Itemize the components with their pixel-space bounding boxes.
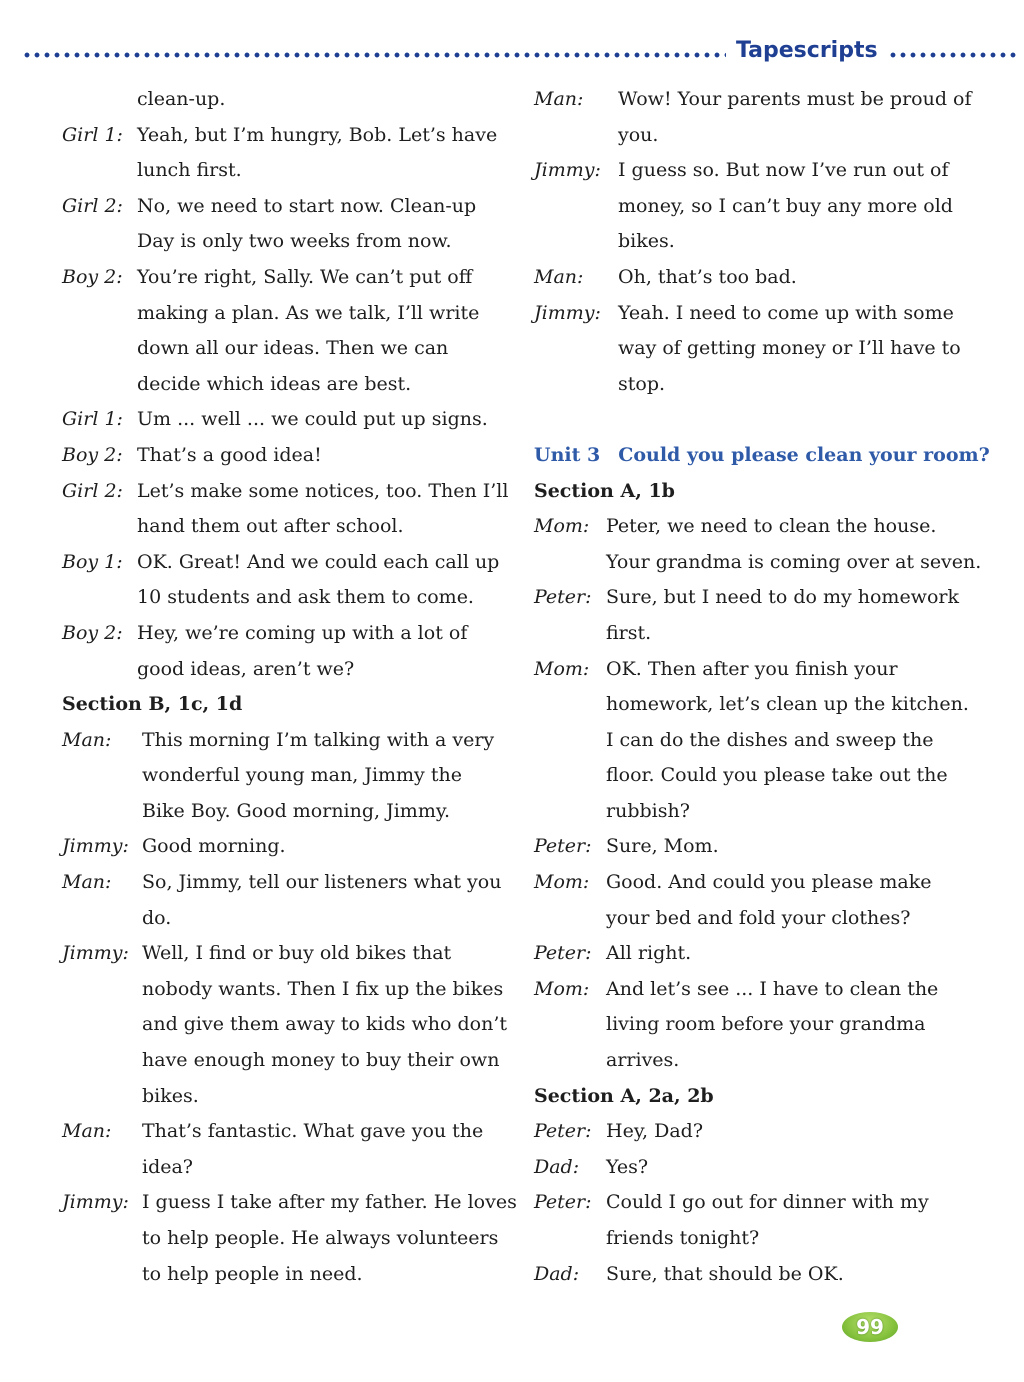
- dialogue-text: Good morning.: [142, 835, 286, 858]
- speaker-label: Dad:: [534, 1262, 580, 1285]
- dialogue-line: [534, 82, 1004, 118]
- dialogue-text: arrives.: [606, 1049, 680, 1072]
- speaker-label: Mom:: [534, 977, 590, 1000]
- section-heading: Section B, 1c, 1d: [62, 693, 243, 716]
- dialogue-line: [534, 1150, 1004, 1186]
- dialogue-text: You’re right, Sally. We can’t put off: [137, 265, 473, 288]
- dialogue-text: So, Jimmy, tell our listeners what you: [142, 871, 502, 894]
- dialogue-text: Hey, we’re coming up with a lot of: [137, 621, 468, 644]
- dialogue-text: nobody wants. Then I fix up the bikes: [142, 977, 504, 1000]
- dialogue-text: Well, I find or buy old bikes that: [142, 942, 452, 965]
- speaker-label: Mom:: [534, 515, 590, 538]
- speaker-label: Man:: [62, 728, 112, 751]
- dialogue-line: [534, 1221, 1004, 1257]
- dialogue-text: 10 students and ask them to come.: [137, 586, 474, 609]
- dialogue-text: Yes?: [606, 1155, 649, 1178]
- dialogue-line: [534, 118, 1004, 154]
- speaker-label: Man:: [62, 1120, 112, 1143]
- dialogue-line: [62, 509, 512, 545]
- spacer: [534, 402, 1004, 438]
- dialogue-text: bikes.: [618, 230, 675, 253]
- dialogue-line: [62, 545, 512, 581]
- dialogue-line: [62, 829, 512, 865]
- dialogue-line: [62, 153, 512, 189]
- speaker-label: Boy 2:: [62, 265, 123, 288]
- dialogue-line: [62, 296, 512, 332]
- dialogue-text: way of getting money or I’ll have to: [618, 337, 961, 360]
- speaker-label: Peter:: [534, 586, 592, 609]
- dialogue-text: stop.: [618, 372, 666, 395]
- speaker-label: Girl 1:: [62, 123, 123, 146]
- speaker-label: Mom:: [534, 871, 590, 894]
- dialogue-text: idea?: [142, 1155, 193, 1178]
- dialogue-line: [62, 936, 512, 972]
- speaker-label: Jimmy:: [534, 301, 601, 324]
- speaker-label: Girl 2:: [62, 194, 123, 217]
- dialogue-line: [534, 153, 1004, 189]
- speaker-label: Boy 2:: [62, 443, 123, 466]
- dialogue-text: Yeah. I need to come up with some: [618, 301, 954, 324]
- dialogue-text: That’s fantastic. What gave you the: [142, 1120, 484, 1143]
- dialogue-line: [534, 296, 1004, 332]
- dialogue-line: [62, 438, 512, 474]
- dialogue-line: [62, 367, 512, 403]
- dialogue-text: living room before your grandma: [606, 1013, 926, 1036]
- dialogue-text: and give them away to kids who don’t: [142, 1013, 508, 1036]
- dialogue-line: [534, 687, 1004, 723]
- speaker-label: Jimmy:: [62, 1191, 129, 1214]
- speaker-label: Boy 2:: [62, 621, 123, 644]
- dialogue-text: have enough money to buy their own: [142, 1049, 500, 1072]
- right-column: [534, 82, 1004, 1292]
- dialogue-line: [534, 260, 1004, 296]
- speaker-label: Man:: [534, 265, 584, 288]
- dialogue-line: [534, 1257, 1004, 1293]
- dialogue-text: friends tonight?: [606, 1227, 760, 1249]
- dialogue-line: [534, 723, 1004, 759]
- dialogue-line: [534, 901, 1004, 937]
- page-number-badge: 99: [842, 1312, 898, 1342]
- speaker-label: Jimmy:: [62, 835, 129, 858]
- dialogue-text: hand them out after school.: [137, 515, 404, 538]
- speaker-label: Dad:: [534, 1155, 580, 1178]
- left-column: [62, 82, 517, 1292]
- dialogue-line: [62, 901, 512, 937]
- dialogue-line: [62, 118, 512, 154]
- speaker-label: Jimmy:: [534, 159, 601, 182]
- dialogue-line: [62, 1043, 512, 1079]
- unit-heading: [534, 438, 1004, 474]
- dialogue-text: And let’s see ... I have to clean the: [606, 977, 939, 1000]
- unit-title: Could you please clean your room?: [618, 443, 990, 466]
- dialogue-line: [62, 474, 512, 510]
- speaker-label: Peter:: [534, 1120, 592, 1143]
- dialogue-text: Let’s make some notices, too. Then I’ll: [137, 479, 509, 502]
- dialogue-line: [62, 224, 512, 260]
- dialogue-line: [534, 829, 1004, 865]
- dotted-rule-right: [888, 52, 1020, 58]
- dialogue-text: Could I go out for dinner with my: [606, 1191, 929, 1214]
- dialogue-text: Sure, that should be OK.: [606, 1262, 844, 1285]
- dialogue-line: [534, 758, 1004, 794]
- dialogue-line: [62, 794, 512, 830]
- dialogue-text: This morning I’m talking with a very: [142, 728, 495, 751]
- dialogue-text: Your grandma is coming over at seven.: [606, 550, 982, 573]
- dialogue-text: I can do the dishes and sweep the: [606, 728, 934, 751]
- speaker-label: Jimmy:: [62, 942, 129, 965]
- dialogue-line: [534, 1185, 1004, 1221]
- dialogue-text: good ideas, aren’t we?: [137, 657, 355, 680]
- dialogue-text: floor. Could you please take out the: [606, 764, 948, 787]
- dialogue-text: homework, let’s clean up the kitchen.: [606, 693, 969, 716]
- dialogue-line: [62, 189, 512, 225]
- speaker-label: Boy 1:: [62, 550, 123, 573]
- dialogue-line: [534, 865, 1004, 901]
- speaker-label: Girl 2:: [62, 479, 123, 502]
- dialogue-line: [534, 794, 1004, 830]
- dialogue-line: [62, 616, 512, 652]
- dialogue-text: Yeah, but I’m hungry, Bob. Let’s have: [137, 123, 498, 146]
- dialogue-text: I guess I take after my father. He loves: [142, 1191, 517, 1214]
- dialogue-line: [62, 1185, 517, 1221]
- dialogue-line: [62, 1114, 512, 1150]
- dialogue-line: [534, 652, 1004, 688]
- dialogue-line: [62, 652, 512, 688]
- speaker-label: Girl 1:: [62, 408, 123, 431]
- dialogue-text: Sure, but I need to do my homework: [606, 586, 959, 609]
- dialogue-text: I guess so. But now I’ve run out of: [618, 159, 949, 182]
- dialogue-text: clean-up.: [137, 88, 226, 110]
- dialogue-text: Bike Boy. Good morning, Jimmy.: [142, 799, 451, 822]
- dialogue-line: [62, 972, 512, 1008]
- speaker-label: Man:: [62, 871, 112, 894]
- dialogue-text: you.: [618, 123, 659, 146]
- dialogue-line: [62, 865, 512, 901]
- dialogue-text: Oh, that’s too bad.: [618, 265, 797, 288]
- dialogue-line: [62, 1007, 512, 1043]
- dialogue-line: [534, 189, 1004, 225]
- dialogue-text: Um ... well ... we could put up signs.: [137, 408, 488, 431]
- dialogue-line: [534, 616, 1004, 652]
- dialogue-text: down all our ideas. Then we can: [137, 337, 449, 360]
- dialogue-text: bikes.: [142, 1084, 199, 1107]
- dialogue-text: Wow! Your parents must be proud of: [618, 88, 972, 110]
- speaker-label: Peter:: [534, 1191, 592, 1214]
- speaker-label: Man:: [534, 88, 584, 110]
- dialogue-line: [62, 1257, 512, 1293]
- speaker-label: Peter:: [534, 835, 592, 858]
- dialogue-line: [534, 367, 1004, 403]
- section-heading: Section A, 2a, 2b: [534, 1084, 714, 1107]
- dialogue-text: OK. Then after you finish your: [606, 657, 898, 680]
- dialogue-line: [534, 509, 1004, 545]
- dialogue-text: Hey, Dad?: [606, 1120, 704, 1143]
- dialogue-line: [534, 545, 1004, 581]
- dialogue-text: lunch first.: [137, 159, 242, 182]
- dialogue-text: No, we need to start now. Clean-up: [137, 194, 477, 217]
- dialogue-text: OK. Great! And we could each call up: [137, 550, 500, 573]
- dialogue-line: [534, 972, 1004, 1008]
- dialogue-text: Good. And could you please make: [606, 871, 932, 894]
- dialogue-text: making a plan. As we talk, I’ll write: [137, 301, 480, 324]
- dialogue-line: [62, 1079, 512, 1115]
- dialogue-line: [534, 224, 1004, 260]
- dialogue-line: [62, 331, 512, 367]
- dialogue-text: All right.: [606, 942, 692, 965]
- dialogue-line: [62, 1221, 512, 1257]
- page-header: [22, 38, 1020, 70]
- dialogue-line: [534, 1114, 1004, 1150]
- header-title: Tapescripts: [736, 38, 878, 63]
- dialogue-text: wonderful young man, Jimmy the: [142, 764, 462, 787]
- dialogue-line: [534, 936, 1004, 972]
- dialogue-line: [62, 82, 512, 118]
- dialogue-line: [62, 758, 512, 794]
- dialogue-line: [534, 1043, 1004, 1079]
- dialogue-text: Sure, Mom.: [606, 835, 719, 858]
- dialogue-text: your bed and fold your clothes?: [606, 906, 911, 929]
- dialogue-text: Day is only two weeks from now.: [137, 230, 452, 253]
- dialogue-text: first.: [606, 621, 652, 644]
- dialogue-line: [534, 1007, 1004, 1043]
- dialogue-text: Peter, we need to clean the house.: [606, 515, 937, 538]
- dialogue-text: money, so I can’t buy any more old: [618, 194, 953, 217]
- dialogue-text: That’s a good idea!: [137, 443, 322, 466]
- unit-label: Unit 3: [534, 443, 601, 466]
- speaker-label: Mom:: [534, 657, 590, 680]
- dialogue-line: [534, 331, 1004, 367]
- dialogue-line: [62, 1150, 512, 1186]
- speaker-label: Peter:: [534, 942, 592, 965]
- dotted-rule-left: [22, 52, 726, 58]
- dialogue-line: [62, 723, 512, 759]
- dialogue-line: [62, 580, 512, 616]
- dialogue-text: rubbish?: [606, 799, 690, 822]
- dialogue-text: do.: [142, 906, 172, 929]
- dialogue-text: to help people in need.: [142, 1262, 363, 1285]
- dialogue-text: to help people. He always volunteers: [142, 1227, 499, 1249]
- section-heading: Section A, 1b: [534, 479, 675, 502]
- dialogue-text: decide which ideas are best.: [137, 372, 412, 395]
- dialogue-line: [62, 402, 512, 438]
- dialogue-line: [62, 260, 512, 296]
- dialogue-line: [534, 580, 1004, 616]
